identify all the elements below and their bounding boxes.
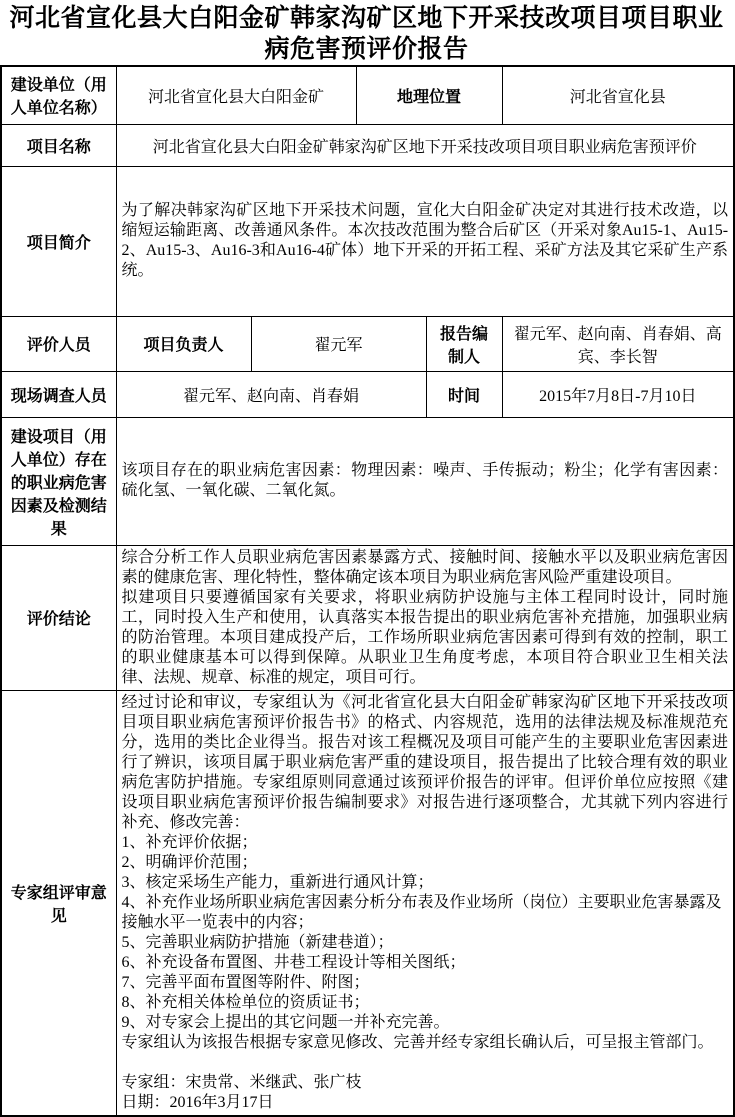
row-project-name (1, 124, 734, 166)
project-brief-value: 为了解决韩家沟矿区地下开采技术问题，宣化大白阳金矿决定对其进行技术改造，以缩短运输距离、改善通风条件。本次技改范围为整合后矿区（开采对象Au15-1、Au15-2、Au15-3、Au16-3和Au16-4矿体）地下开采的开拓工程、采矿方法及其它采矿生产系统。 (116, 166, 734, 316)
conclusion-label: 评价结论 (1, 545, 116, 690)
hazard-factors-label: 建设项目（用人单位）存在的职业病危害因素及检测结果 (1, 417, 116, 545)
row-expert-review (1, 690, 734, 1116)
review-item-1: 1、补充评价依据； (121, 833, 258, 851)
construction-unit-label: 建设单位（用人单位名称） (1, 66, 116, 124)
review-item-5: 5、完善职业病防护措施（新建巷道）； (121, 933, 394, 951)
geographic-location-value: 河北省宣化县 (502, 66, 734, 124)
project-leader-value: 翟元军 (251, 316, 426, 371)
field-survey-label: 现场调查人员 (1, 371, 116, 417)
conclusion-paragraph-2: 拟建项目只要遵循国家有关要求，将职业病防护设施与主体工程同时设计，同时施工，同时投入生产和使用，认真落实本报告提出的职业病危害补充措施，加强职业病的防治管理。本项目建成投产后，工作场所职业病危害因素可得到有效的控制，职工的职业健康基本可以得到保障。从职业卫生角度考虑，本项目符合职业卫生相关法律、法规、规章、标准的规定，项目可行。 (121, 588, 729, 686)
row-field-survey (1, 371, 734, 417)
page-title: 河北省宣化县大白阳金矿韩家沟矿区地下开采技改项目项目职业病危害预评价报告 (9, 5, 724, 63)
row-hazard-factors (1, 417, 734, 545)
report-compilers-value: 翟元军、赵向南、肖春娟、高宾、李长智 (502, 316, 734, 371)
expert-review-label: 专家组评审意见 (1, 690, 116, 1116)
conclusion-paragraph-1: 综合分析工作人员职业病危害因素暴露方式、接触时间、接触水平以及职业病危害因素的健康危害、理化特性，整体确定该本项目为职业病危害风险严重建设项目。 (121, 548, 729, 586)
hazard-factors-value: 该项目存在的职业病危害因素：物理因素：噪声、手传振动；粉尘；化学有害因素：硫化氢、一氧化碳、二氧化氮。 (116, 417, 734, 545)
field-survey-value: 翟元军、赵向南、肖春娟 (116, 371, 426, 417)
expert-review-intro: 经过讨论和审议，专家组认为《河北省宣化县大白阳金矿韩家沟矿区地下开采技改项目项目职业病危害预评价报告书》的格式、内容规范，选用的法律法规及标准规范充分，选用的类比企业得当。报告对该工程概况及项目可能产生的主要职业危害因素进行了辨识，该项目属于职业病危害严重的建设项目，报告提出了比较合理有效的职业病危害防护措施。专家组原则同意通过该预评价报告的评审。但评价单位应按照《建设项目职业病危害预评价报告编制要求》对报告进行逐项整合，尤其就下列内容进行补充、修改完善： (121, 693, 729, 831)
expert-group-names: 专家组：宋贵常、米继武、张广枝 (121, 1073, 362, 1091)
project-leader-label: 项目负责人 (116, 316, 251, 371)
expert-review-value (116, 690, 734, 1116)
project-brief-label: 项目简介 (1, 166, 116, 316)
row-evaluators (1, 316, 734, 371)
review-item-7: 7、完善平面布置图等附件、附图； (121, 973, 370, 991)
review-date: 日期：2016年3月17日 (121, 1093, 274, 1111)
conclusion-value (116, 545, 734, 690)
review-item-9: 9、对专家会上提出的其它问题一并补充完善。 (121, 1013, 450, 1031)
report-table (0, 65, 735, 1117)
review-item-6: 6、补充设备布置图、井巷工程设计等相关图纸； (121, 953, 466, 971)
row-conclusion (1, 545, 734, 690)
project-name-label: 项目名称 (1, 124, 116, 166)
construction-unit-value: 河北省宣化县大白阳金矿 (116, 66, 356, 124)
time-label: 时间 (426, 371, 502, 417)
review-item-3: 3、核定采场生产能力，重新进行通风计算； (121, 873, 434, 891)
report-compilers-label: 报告编制人 (426, 316, 502, 371)
row-project-brief (1, 166, 734, 316)
review-item-4: 4、补充作业场所职业病危害因素分析分布表及作业场所（岗位）主要职业危害暴露及接触水平一览表中的内容； (121, 893, 722, 931)
geographic-location-label: 地理位置 (356, 66, 502, 124)
evaluators-label: 评价人员 (1, 316, 116, 371)
review-item-8: 8、补充相关体检单位的资质证书； (121, 993, 370, 1011)
project-name-value: 河北省宣化县大白阳金矿韩家沟矿区地下开采技改项目项目职业病危害预评价 (116, 124, 734, 166)
time-value: 2015年7月8日-7月10日 (502, 371, 734, 417)
expert-review-closing: 专家组认为该报告根据专家意见修改、完善并经专家组长确认后，可呈报主管部门。 (121, 1033, 714, 1051)
review-item-2: 2、明确评价范围； (121, 853, 258, 871)
row-construction-unit (1, 66, 734, 124)
